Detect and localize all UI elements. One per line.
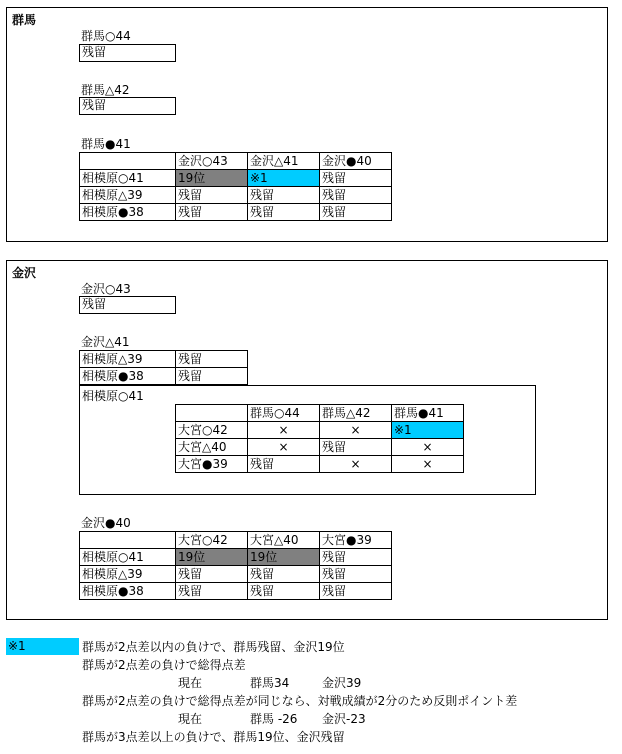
table-cell: 19位 [176, 549, 248, 566]
table-cell: × [392, 439, 464, 456]
kanazawa-case2-label: 金沢△41 [81, 335, 130, 349]
table-header: 群馬●41 [392, 405, 464, 422]
kanazawa-case1-result: 残留 [79, 296, 176, 314]
note-line-3-gunma: 群馬34 [250, 676, 290, 690]
table-row [176, 456, 464, 473]
gunma-panel [6, 7, 608, 242]
kanazawa-sub-label: 相模原○41 [82, 389, 144, 403]
gunma-case3-label: 群馬●41 [81, 137, 131, 151]
kanazawa-sub-table [175, 404, 464, 473]
gunma-case1-result: 残留 [79, 44, 176, 62]
table-cell: 残留 [320, 549, 392, 566]
table-cell: 残留 [176, 187, 248, 204]
table-cell: 残留 [320, 204, 392, 221]
table-header: 金沢●40 [320, 153, 392, 170]
gunma-case2-label: 群馬△42 [81, 83, 130, 97]
table-cell: 19位 [176, 170, 248, 187]
table-header-row [80, 153, 392, 170]
table-row [80, 583, 392, 600]
row-label: 相模原△39 [80, 351, 176, 368]
row-label: 相模原○41 [80, 170, 176, 187]
table-cell: 残留 [320, 566, 392, 583]
table-cell: 残留 [320, 439, 392, 456]
kanazawa-sub-box [79, 385, 536, 495]
gunma-case1-label: 群馬○44 [81, 29, 131, 43]
table-cell: 残留 [176, 351, 248, 368]
table-row [80, 351, 248, 368]
gunma-case3-table [79, 152, 392, 221]
table-cell: ※1 [248, 170, 320, 187]
table-row [176, 422, 464, 439]
table-header-row [176, 405, 464, 422]
table-cell: × [248, 422, 320, 439]
table-cell [176, 405, 248, 422]
kanazawa-case3-table [79, 531, 392, 600]
row-label: 相模原△39 [80, 566, 176, 583]
note-line-3-label: 現在 [178, 676, 203, 690]
row-label: 相模原○41 [80, 549, 176, 566]
table-row [80, 187, 392, 204]
note-line-6: 群馬が3点差以上の負けで、群馬19位、金沢残留 [82, 730, 345, 744]
table-row [80, 549, 392, 566]
table-header: 大宮△40 [248, 532, 320, 549]
table-cell: 残留 [248, 456, 320, 473]
table-cell: × [320, 456, 392, 473]
table-cell: 残留 [248, 187, 320, 204]
table-cell: × [320, 422, 392, 439]
table-cell: × [248, 439, 320, 456]
table-header-row [80, 532, 392, 549]
table-cell: 19位 [248, 549, 320, 566]
table-row [80, 204, 392, 221]
kanazawa-case2-table [79, 350, 248, 385]
table-row [80, 566, 392, 583]
table-cell: ※1 [392, 422, 464, 439]
note-line-4: 群馬が2点差の負けで総得点差が同じなら、対戦成績が2分のため反則ポイント差 [82, 694, 518, 708]
note-line-5-label: 現在 [178, 712, 203, 726]
table-cell: 残留 [176, 566, 248, 583]
table-cell: 残留 [176, 368, 248, 385]
note-mark: ※1 [6, 638, 79, 655]
gunma-title: 群馬 [12, 13, 37, 27]
table-cell: 残留 [176, 583, 248, 600]
table-header: 群馬○44 [248, 405, 320, 422]
table-cell: 残留 [248, 566, 320, 583]
note-line-2: 群馬が2点差の負けで総得点差 [82, 658, 246, 672]
table-cell [80, 153, 176, 170]
note-line-3-kanazawa: 金沢39 [322, 676, 362, 690]
table-cell: 残留 [320, 170, 392, 187]
table-header: 金沢○43 [176, 153, 248, 170]
row-label: 大宮○42 [176, 422, 248, 439]
table-header: 金沢△41 [248, 153, 320, 170]
note-line-5-kanazawa: 金沢-23 [322, 712, 366, 726]
row-label: 相模原●38 [80, 204, 176, 221]
table-cell [80, 532, 176, 549]
gunma-case2-result: 残留 [79, 97, 176, 115]
table-row [80, 170, 392, 187]
table-cell: 残留 [176, 204, 248, 221]
note-line-5-gunma: 群馬 -26 [250, 712, 298, 726]
table-cell: 残留 [248, 583, 320, 600]
row-label: 大宮△40 [176, 439, 248, 456]
table-cell: 残留 [320, 583, 392, 600]
row-label: 相模原●38 [80, 583, 176, 600]
row-label: 相模原△39 [80, 187, 176, 204]
row-label: 相模原●38 [80, 368, 176, 385]
table-row [80, 368, 248, 385]
kanazawa-title: 金沢 [12, 266, 37, 280]
note-line-1: 群馬が2点差以内の負けで、群馬残留、金沢19位 [82, 640, 345, 654]
table-cell: × [392, 456, 464, 473]
table-row [176, 439, 464, 456]
row-label: 大宮●39 [176, 456, 248, 473]
table-cell: 残留 [320, 187, 392, 204]
table-header: 群馬△42 [320, 405, 392, 422]
kanazawa-panel [6, 260, 608, 620]
table-header: 大宮●39 [320, 532, 392, 549]
table-header: 大宮○42 [176, 532, 248, 549]
kanazawa-case3-label: 金沢●40 [81, 516, 131, 530]
table-cell: 残留 [248, 204, 320, 221]
kanazawa-case1-label: 金沢○43 [81, 282, 131, 296]
